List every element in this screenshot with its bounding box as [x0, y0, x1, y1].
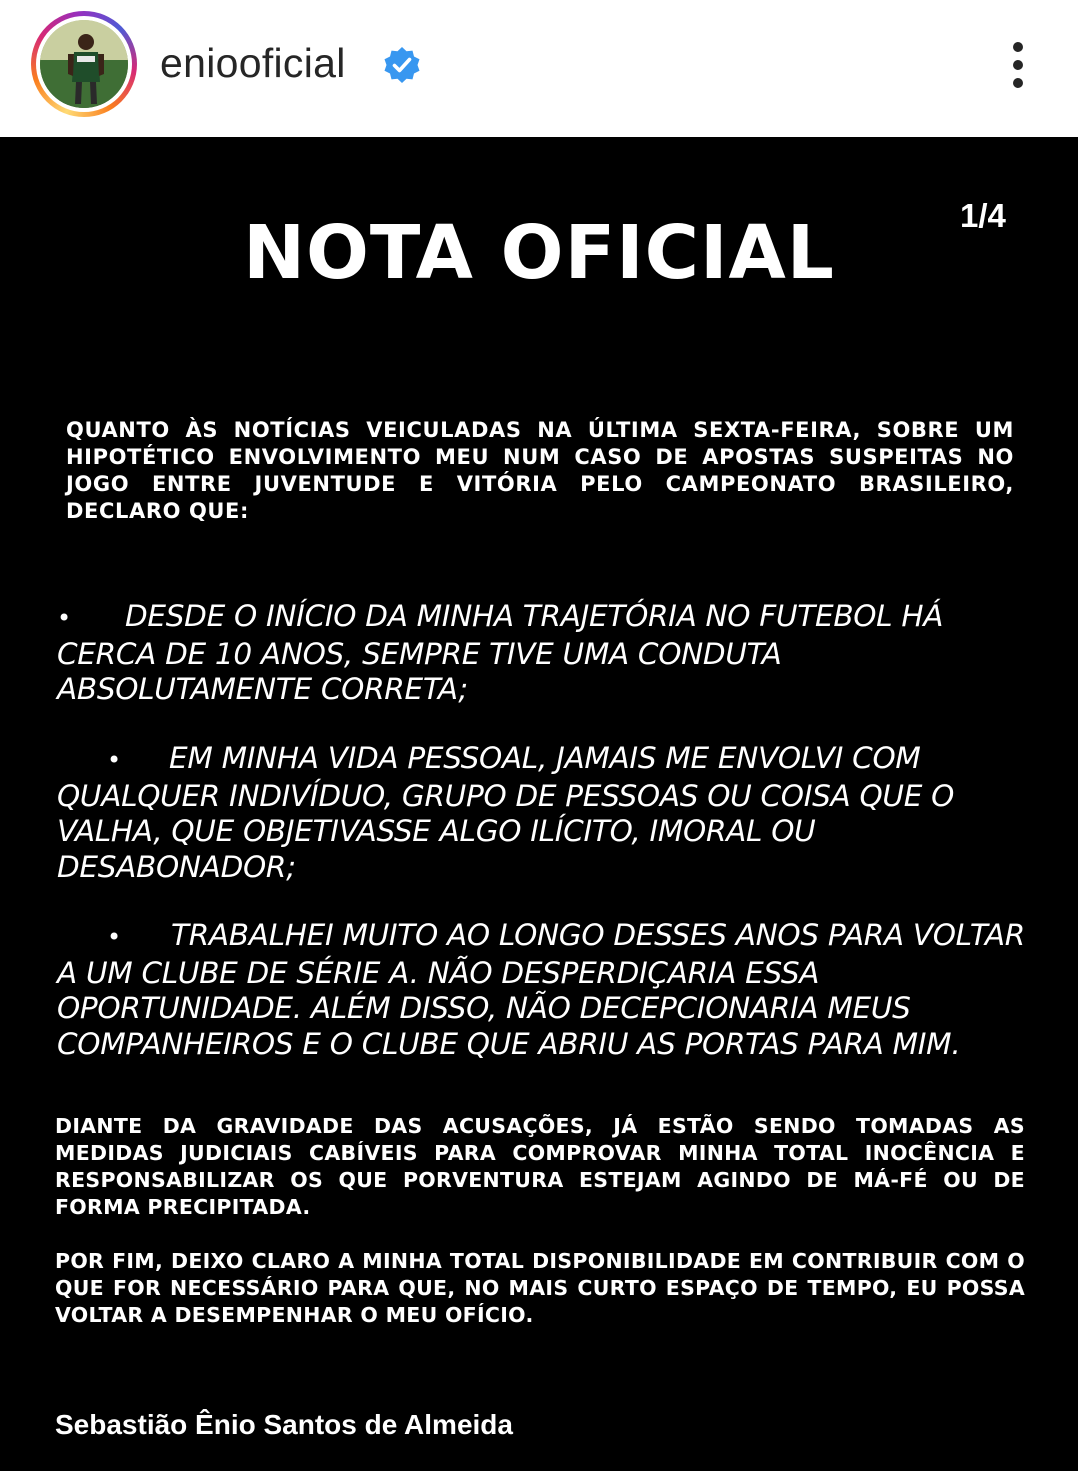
intro-paragraph: QUANTO ÀS NOTÍCIAS VEICULADAS NA ÚLTIMA SEXTA-FEIRA, SOBRE UM HIPOTÉTICO ENVOLVIMENTO MEU NUM CASO DE APOSTAS SUSPEITAS NO JOGO ENTRE JUVENTUDE E VITÓRIA PELO CAMPEONATO BRASILEIRO, DECLARO QUE:: [66, 418, 1014, 523]
bullet-mark: •: [107, 746, 121, 774]
bullet-text: EM MINHA VIDA PESSOAL, JAMAIS ME ENVOLVI COM QUALQUER INDIVÍDUO, GRUPO DE PESSOAS OU COISA QUE O VALHA, QUE OBJETIVASSE ALGO ILÍCITO, IMORAL OU DESABONADOR;: [57, 741, 955, 884]
post-image: [0, 137, 1078, 1471]
paragraph-measures: DIANTE DA GRAVIDADE DAS ACUSAÇÕES, JÁ ESTÃO SENDO TOMADAS AS MEDIDAS JUDICIAIS CABÍVEIS PARA COMPROVAR MINHA TOTAL INOCÊNCIA E RESPONSABILIZAR OS QUE PORVENTURA ESTEJAM AGINDO DE MÁ-FÉ OU DE FORMA PRECIPITADA.: [55, 1114, 1025, 1219]
paragraph-closing: POR FIM, DEIXO CLARO A MINHA TOTAL DISPONIBILIDADE EM CONTRIBUIR COM O QUE FOR NECESSÁRIO PARA QUE, NO MAIS CURTO ESPAÇO DE TEMPO, EU POSSA VOLTAR A DESEMPENHAR O MEU OFÍCIO.: [55, 1249, 1025, 1327]
avatar-image: [40, 20, 128, 108]
bullet-text: DESDE O INÍCIO DA MINHA TRAJETÓRIA NO FUTEBOL HÁ CERCA DE 10 ANOS, SEMPRE TIVE UMA CONDUTA ABSOLUTAMENTE CORRETA;: [57, 599, 944, 706]
post-header: [0, 0, 1078, 137]
story-ring[interactable]: [31, 11, 137, 117]
post-title: NOTA OFICIAL: [243, 210, 835, 296]
page-indicator: 1/4: [960, 197, 1006, 234]
username[interactable]: eniooficial: [160, 40, 346, 86]
bullet-mark: •: [57, 604, 71, 632]
bullet-item: [57, 918, 1027, 1062]
bullet-item: [57, 599, 1027, 708]
verified-badge-icon: [382, 45, 422, 85]
bullet-item: [57, 741, 1027, 885]
avatar[interactable]: [40, 20, 128, 108]
signature: Sebastião Ênio Santos de Almeida: [55, 1409, 513, 1440]
more-vertical-icon[interactable]: [1000, 38, 1036, 92]
bullet-mark: •: [107, 923, 121, 951]
bullet-text: TRABALHEI MUITO AO LONGO DESSES ANOS PARA VOLTAR A UM CLUBE DE SÉRIE A. NÃO DESPERDIÇARIA ESSA OPORTUNIDADE. ALÉM DISSO, NÃO DECEPCIONARIA MEUS COMPANHEIROS E O CLUBE QUE ABRIU AS PORTAS PARA MIM.: [57, 918, 1025, 1061]
